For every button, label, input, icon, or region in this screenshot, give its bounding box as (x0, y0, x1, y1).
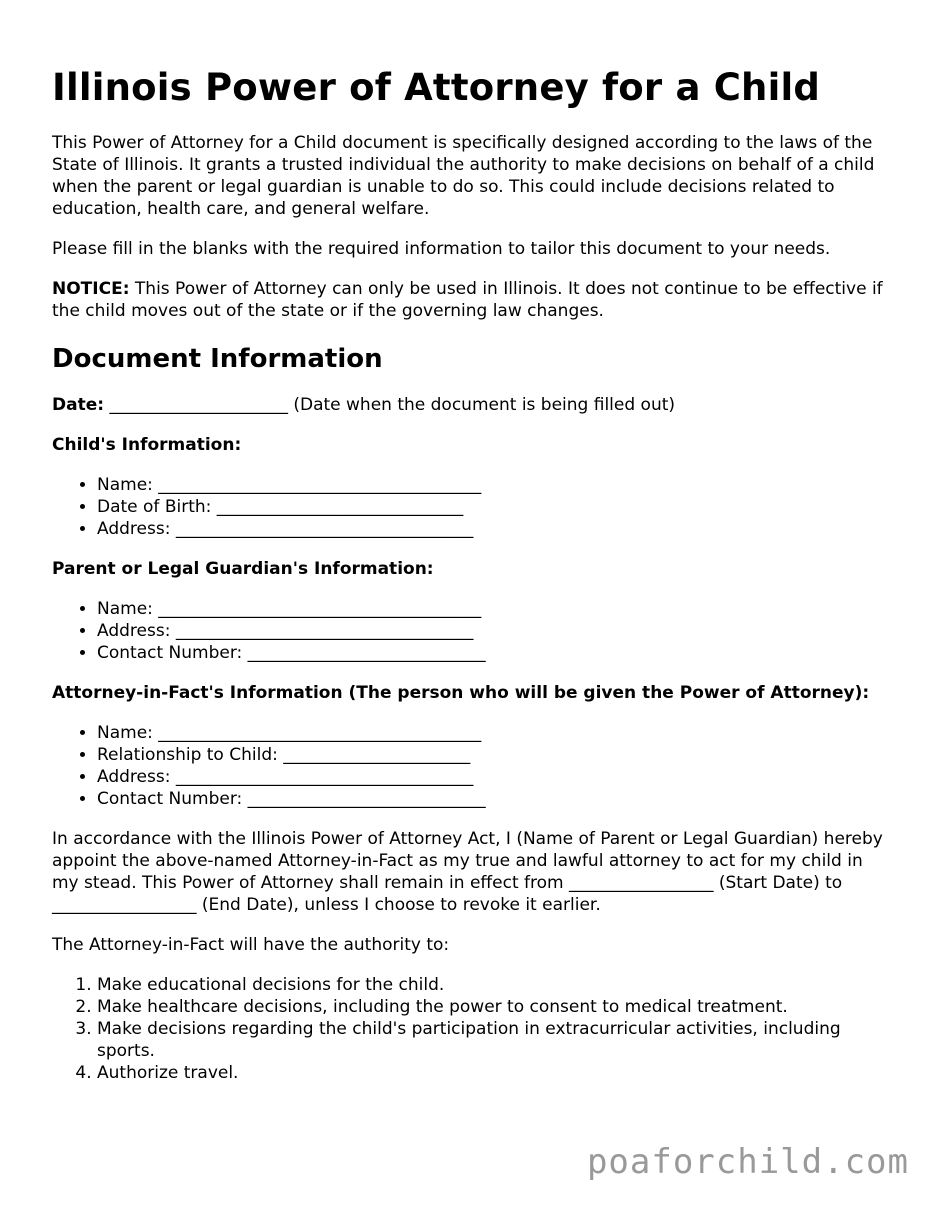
parent-info-list (52, 598, 892, 664)
list-item: • Address: ___________________________________ (97, 766, 892, 788)
notice-paragraph (52, 278, 892, 322)
parent-info-heading: Parent or Legal Guardian's Information: (52, 559, 434, 579)
list-item: 4. Authorize travel. (97, 1062, 892, 1084)
date-line (52, 394, 892, 416)
list-item: • Address: ___________________________________ (97, 620, 892, 642)
list-item: • Date of Birth: _____________________________ (97, 496, 892, 518)
attorney-info-heading: Attorney-in-Fact's Information (The person who will be given the Power of Attorney): (52, 683, 870, 703)
list-item: • Contact Number: ____________________________ (97, 642, 892, 664)
document-title: Illinois Power of Attorney for a Child (52, 66, 821, 109)
list-item: • Relationship to Child: ______________________ (97, 744, 892, 766)
authority-list (52, 974, 892, 1084)
section-title: Document Information (52, 344, 383, 374)
list-item: • Name: ______________________________________ (97, 722, 892, 744)
date-label: Date: (52, 395, 105, 415)
list-item: 1. Make educational decisions for the child. (97, 974, 892, 996)
list-item: • Name: ______________________________________ (97, 474, 892, 496)
intro-paragraph: This Power of Attorney for a Child document is specifically designed according to the laws of the State of Illinois. It grants a trusted individual the authority to make decisions on behalf of a child when the parent or legal guardian is unable to do so. This could include decisions related to education, health care, and general welfare. (52, 133, 875, 219)
notice-label: NOTICE: (52, 279, 130, 299)
child-info-list (52, 474, 892, 540)
authority-intro: The Attorney-in-Fact will have the authority to: (52, 935, 450, 955)
document-page (52, 64, 892, 1102)
list-item: • Name: ______________________________________ (97, 598, 892, 620)
child-info-heading: Child's Information: (52, 435, 242, 455)
list-item: 3. Make decisions regarding the child's participation in extracurricular activities, including sports. (97, 1018, 892, 1062)
appointment-paragraph: In accordance with the Illinois Power of Attorney Act, I (Name of Parent or Legal Guardian) hereby appoint the above-named Attorney-in-Fact as my true and lawful attorney to act for my child in my stead. This Power of Attorney shall remain in effect from _________________ (Start Date) to _________________ (End Date), unless I choose to revoke it earlier. (52, 829, 883, 915)
notice-text: This Power of Attorney can only be used in Illinois. It does not continue to be effective if the child moves out of the state or if the governing law changes. (52, 279, 883, 321)
date-text: _____________________ (Date when the document is being filled out) (104, 395, 676, 415)
list-item: • Address: ___________________________________ (97, 518, 892, 540)
site-watermark: poaforchild.com (586, 1142, 909, 1182)
list-item: • Contact Number: ____________________________ (97, 788, 892, 810)
instructions-paragraph: Please fill in the blanks with the required information to tailor this document to your needs. (52, 239, 831, 259)
list-item: 2. Make healthcare decisions, including the power to consent to medical treatment. (97, 996, 892, 1018)
attorney-info-list (52, 722, 892, 810)
